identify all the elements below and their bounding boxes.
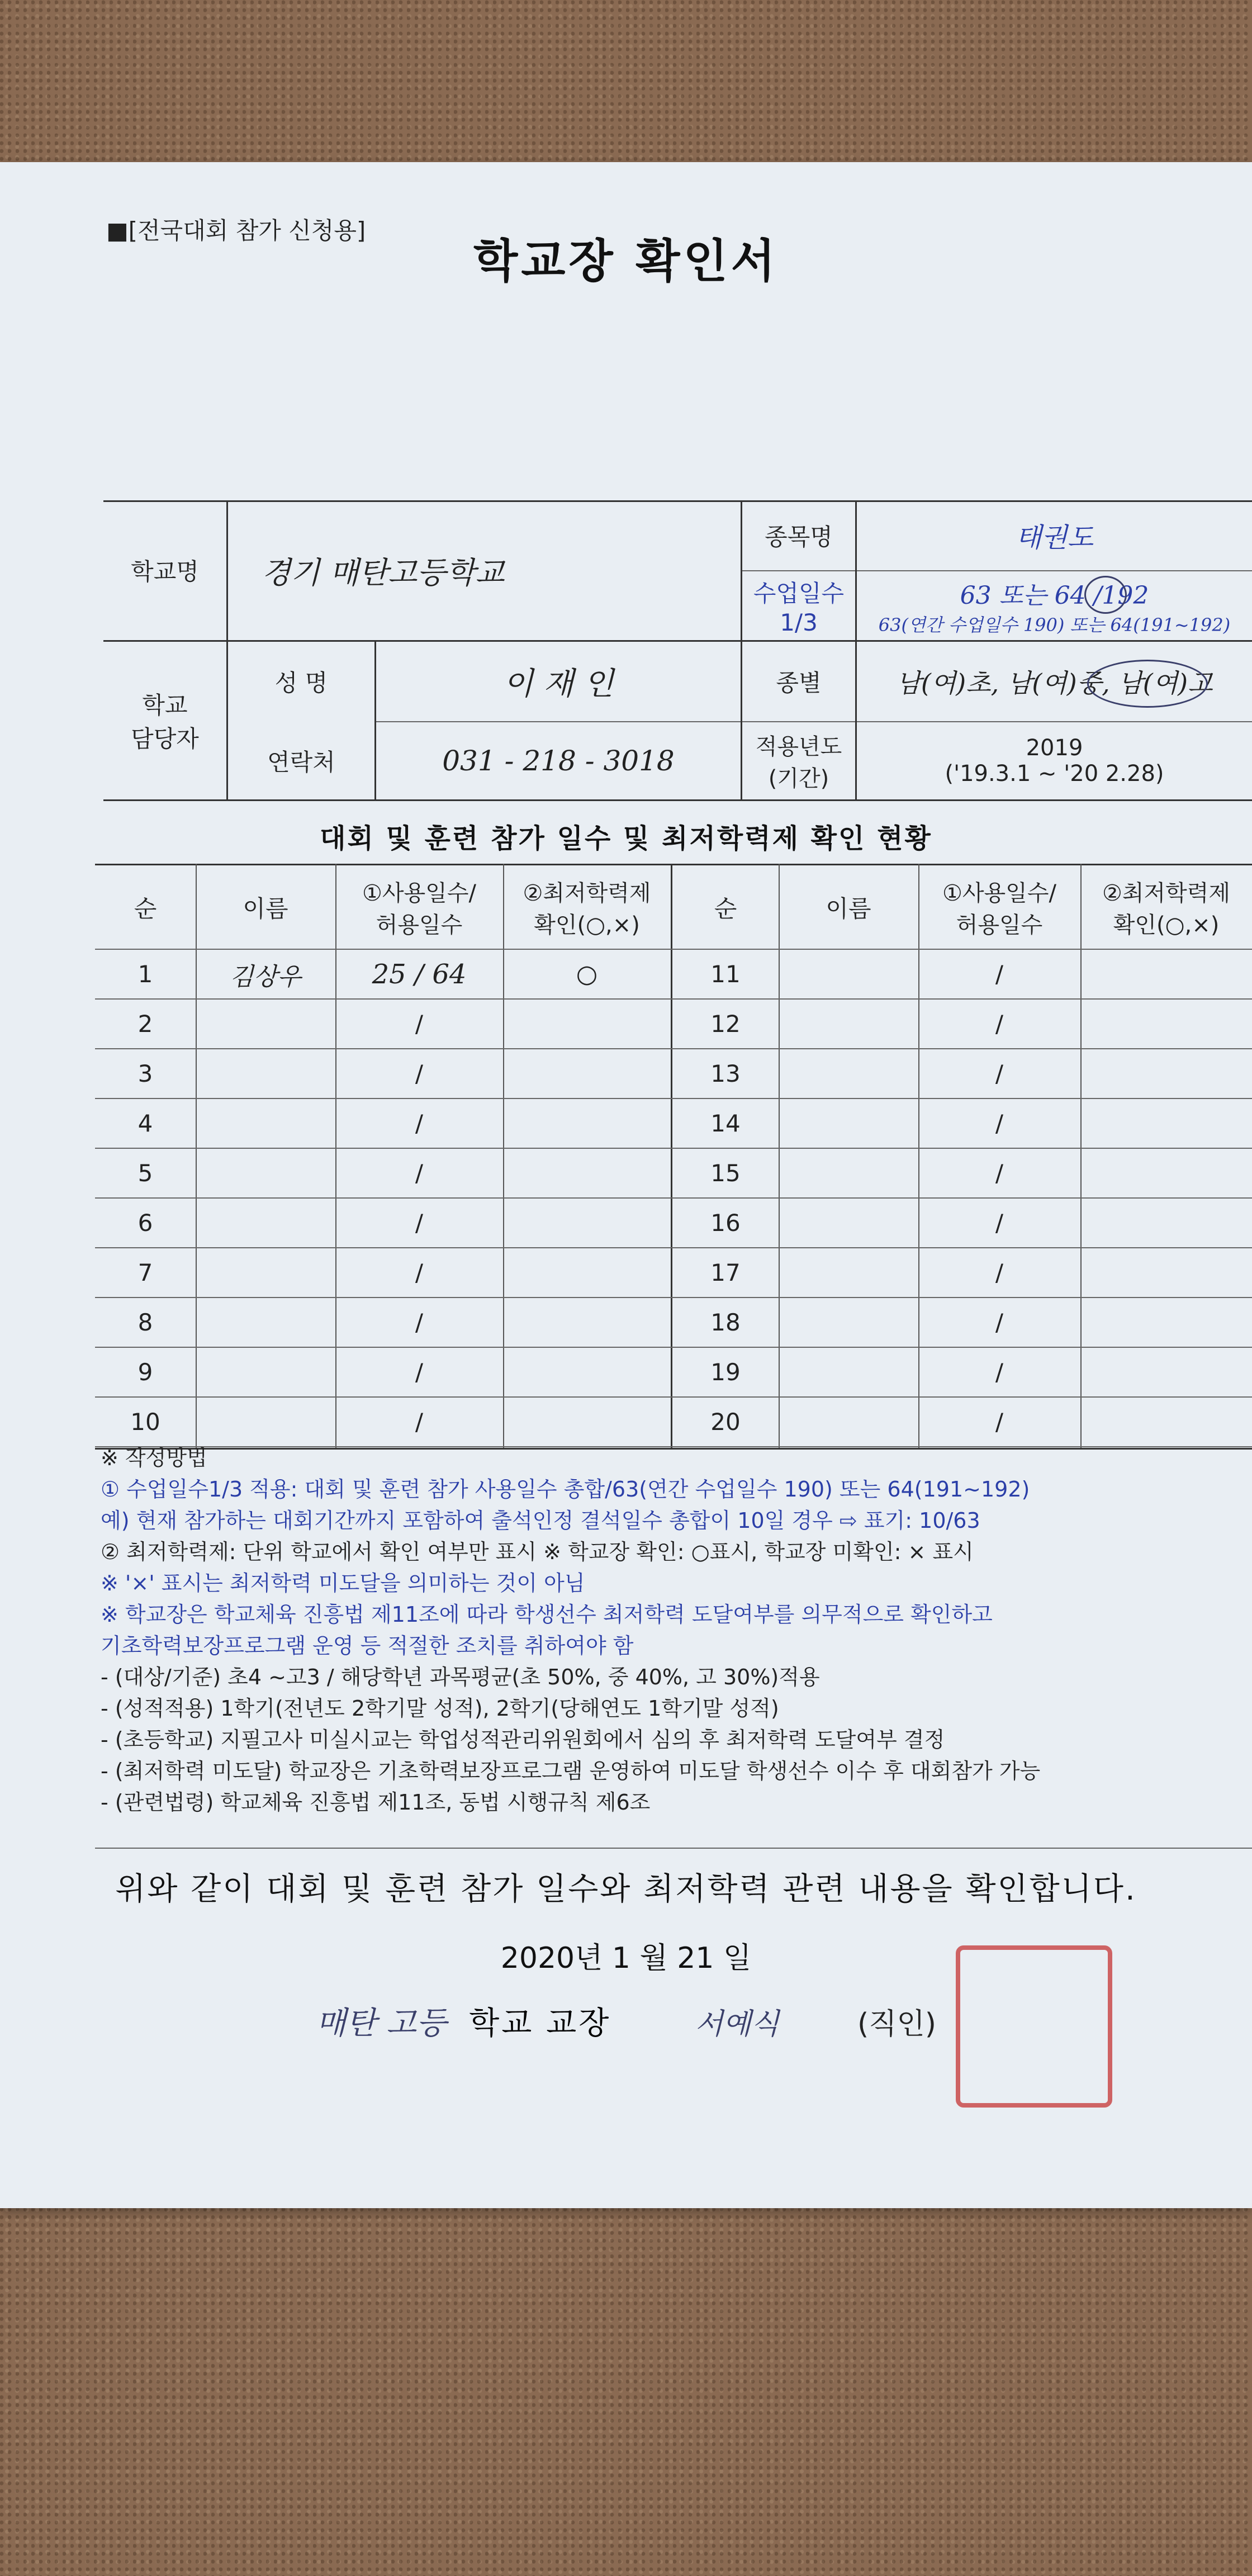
table-cell-name xyxy=(779,999,918,1049)
school-days-value-1: 63 또는 64 /192 xyxy=(960,581,1149,610)
document-type-label: ■[전국대회 참가 신청용] xyxy=(106,217,366,244)
notes-line-7: - (대상/기준) 초4 ~고3 / 해당학년 과목평균(초 50%, 중 40%, 고 30%)적용 xyxy=(101,1665,820,1689)
table-cell-check xyxy=(503,1347,671,1397)
table-cell-days: / xyxy=(415,1209,424,1237)
confirm-statement: 위와 같이 대회 및 훈련 참가 일수와 최저학력 관련 내용을 확인합니다. xyxy=(115,1871,1137,1907)
notes-line-6: 기초학력보장프로그램 운영 등 적절한 조치를 취하여야 함 xyxy=(101,1633,634,1658)
info-bottom-border xyxy=(103,799,1252,801)
notes-bottom-divider xyxy=(95,1848,1252,1849)
table-cell-check xyxy=(1080,949,1252,999)
table-cell-no: 12 xyxy=(710,1010,741,1038)
table-cell-days: / xyxy=(415,1010,424,1038)
school-handwritten: 매탄 고등 xyxy=(315,2005,447,2042)
header-min-right-1: ②최저학력제 xyxy=(1102,880,1231,906)
table-cell-days: / xyxy=(415,1259,424,1286)
circle-mark-64 xyxy=(1084,576,1127,614)
table-cell-days: / xyxy=(995,1259,1004,1286)
notes-line-1: ① 수업일수1/3 적용: 대회 및 훈련 참가 사용일수 총합/63(연간 수업일수 190) 또는 64(191~192) xyxy=(101,1477,1030,1502)
table-cell-no: 14 xyxy=(710,1110,741,1137)
table-cell-check xyxy=(503,1397,671,1447)
official-seal-stamp xyxy=(956,1945,1112,2108)
header-no-left: 순 xyxy=(134,895,157,922)
header-min-left xyxy=(503,865,671,949)
category-label: 종별 xyxy=(776,669,822,697)
notes-line-2: 예) 현재 참가하는 대회기간까지 포함하여 출석인정 결석일수 총합이 10일 경우 ⇨ 표기: 10/63 xyxy=(101,1508,980,1533)
year-value-1: 2019 xyxy=(1026,735,1083,761)
table-cell-days: / xyxy=(995,1159,1004,1187)
table-cell-name xyxy=(196,1397,335,1447)
table-cell-days: / xyxy=(995,1358,1004,1386)
notes-line-4: ※ '×' 표시는 최저학력 미도달을 의미하는 것이 아님 xyxy=(101,1571,585,1595)
school-name-label: 학교명 xyxy=(131,558,199,585)
circle-mark-category xyxy=(1087,660,1208,708)
contact-value: 031 - 218 - 3018 xyxy=(442,745,675,777)
table-cell-days: / xyxy=(995,960,1004,988)
table-cell-check xyxy=(503,1298,671,1347)
table-cell-name xyxy=(779,1148,918,1198)
table-cell-no: 2 xyxy=(137,1010,153,1038)
header-min-left-1: ②최저학력제 xyxy=(523,880,651,906)
table-cell-check xyxy=(1080,1347,1252,1397)
table-cell-days: / xyxy=(995,1209,1004,1237)
table-cell-name xyxy=(196,1049,335,1098)
table-cell-check xyxy=(1080,1098,1252,1148)
school-days-value xyxy=(857,571,1252,640)
principal-label: 학교 교장 xyxy=(469,2005,611,2042)
header-days-right xyxy=(918,865,1080,949)
school-days-label xyxy=(742,571,855,640)
table-cell-no: 1 xyxy=(137,960,153,988)
table-section-title: 대회 및 훈련 참가 일수 및 최저학력제 확인 현황 xyxy=(320,822,932,854)
table-cell-no: 17 xyxy=(710,1259,741,1286)
table-cell-name xyxy=(196,1298,335,1347)
table-cell-name xyxy=(196,1198,335,1248)
event-value: 태권도 xyxy=(1015,522,1094,553)
table-cell-no: 10 xyxy=(130,1408,160,1436)
notes-line-11: - (관련법령) 학교체육 진흥법 제11조, 동법 시행규칙 제6조 xyxy=(101,1790,651,1815)
year-value xyxy=(857,722,1252,799)
table-cell-no: 8 xyxy=(137,1309,153,1336)
table-cell-name xyxy=(779,1347,918,1397)
document-title: 학교장 확인서 xyxy=(473,234,779,288)
notes-line-9: - (초등학교) 지필고사 미실시교는 학업성적관리위원회에서 심의 후 최저학력 도달여부 결정 xyxy=(101,1727,945,1752)
notes-line-3: ② 최저학력제: 단위 학교에서 확인 여부만 표시 ※ 학교장 확인: ○표시, 학교장 미확인: × 표시 xyxy=(101,1540,974,1564)
table-cell-no: 11 xyxy=(710,960,741,988)
table-cell-name xyxy=(779,1198,918,1248)
manager-name-label: 성 명 xyxy=(274,669,328,697)
manager-label-1: 학교 xyxy=(142,692,188,719)
table-cell-no: 5 xyxy=(137,1159,153,1187)
table-cell-no: 15 xyxy=(710,1159,741,1187)
table-cell-no: 4 xyxy=(137,1110,153,1137)
header-no-right: 순 xyxy=(714,895,737,922)
year-label-1: 적용년도 xyxy=(755,734,842,760)
notes-heading: ※ 작성방법 xyxy=(101,1446,207,1470)
category-value: 남(여)초, 남(여)중, 남(여)고 xyxy=(896,668,1213,698)
table-cell-days: / xyxy=(415,1408,424,1436)
school-days-value-2: 63(연간 수업일수 190) 또는 64(191~192) xyxy=(878,614,1231,636)
table-cell-name xyxy=(196,999,335,1049)
table-cell-name xyxy=(779,949,918,999)
year-label xyxy=(742,722,855,799)
event-label: 종목명 xyxy=(765,523,833,551)
seal-label: (직인) xyxy=(857,2007,937,2041)
header-min-left-2: 확인(○,×) xyxy=(534,912,640,938)
table-cell-no: 20 xyxy=(710,1408,741,1436)
table-cell-check xyxy=(1080,1198,1252,1248)
year-label-2: (기간) xyxy=(768,766,829,792)
table-cell-check: ○ xyxy=(576,960,598,988)
table-cell-no: 18 xyxy=(710,1309,741,1336)
manager-name-value: 이 재 인 xyxy=(503,666,614,702)
header-min-right xyxy=(1080,865,1252,949)
year-value-2: ('19.3.1 ~ '20 2.28) xyxy=(945,761,1164,787)
table-cell-days: / xyxy=(415,1309,424,1336)
table-cell-check xyxy=(1080,1049,1252,1098)
table-cell-days: / xyxy=(415,1358,424,1386)
table-cell-name xyxy=(779,1298,918,1347)
table-cell-name xyxy=(779,1098,918,1148)
confirm-date: 2020년 1 월 21 일 xyxy=(500,1942,752,1975)
table-cell-no: 3 xyxy=(137,1060,153,1087)
table-cell-check xyxy=(1080,1248,1252,1298)
contact-label: 연락처 xyxy=(267,749,335,776)
table-cell-name xyxy=(779,1397,918,1447)
notes-line-10: - (최저학력 미도달) 학교장은 기초학력보장프로그램 운영하여 미도달 학생선수 이수 후 대회참가 가능 xyxy=(101,1759,1041,1783)
table-cell-check xyxy=(503,1098,671,1148)
table-cell-check xyxy=(1080,1397,1252,1447)
table-cell-check xyxy=(1080,1148,1252,1198)
table-cell-no: 13 xyxy=(710,1060,741,1087)
table-cell-days: / xyxy=(995,1010,1004,1038)
manager-label xyxy=(103,642,226,799)
header-days-left xyxy=(335,865,503,949)
header-name-left: 이름 xyxy=(243,895,288,922)
table-cell-no: 7 xyxy=(137,1259,153,1286)
table-cell-check xyxy=(503,1049,671,1098)
table-cell-check xyxy=(503,999,671,1049)
table-cell-no: 19 xyxy=(710,1358,741,1386)
table-cell-check xyxy=(503,1198,671,1248)
header-days-left-1: ①사용일수/ xyxy=(362,880,476,906)
table-cell-check xyxy=(503,1148,671,1198)
school-days-label-1: 수업일수 xyxy=(753,580,845,607)
table-cell-days: / xyxy=(995,1110,1004,1137)
manager-label-2: 담당자 xyxy=(131,725,199,752)
header-name-right: 이름 xyxy=(826,895,871,922)
table-cell-check xyxy=(503,1248,671,1298)
table-cell-check xyxy=(1080,1298,1252,1347)
table-cell-name xyxy=(779,1049,918,1098)
header-days-left-2: 허용일수 xyxy=(376,912,463,938)
table-cell-days: / xyxy=(995,1060,1004,1087)
school-days-label-2: 1/3 xyxy=(780,609,818,636)
header-min-right-2: 확인(○,×) xyxy=(1113,912,1220,938)
principal-signature: 서예식 xyxy=(695,2007,780,2041)
table-cell-days: 25 / 64 xyxy=(372,958,467,990)
notes-line-5: ※ 학교장은 학교체육 진흥법 제11조에 따라 학생선수 최저학력 도달여부를 의무적으로 확인하고 xyxy=(101,1602,993,1627)
table-cell-no: 16 xyxy=(710,1209,741,1237)
table-cell-days: / xyxy=(415,1060,424,1087)
table-cell-name: 김상우 xyxy=(230,962,301,991)
header-days-right-2: 허용일수 xyxy=(956,912,1043,938)
table-cell-name xyxy=(779,1248,918,1298)
table-cell-name xyxy=(196,1347,335,1397)
header-days-right-1: ①사용일수/ xyxy=(942,880,1056,906)
school-name-value: 경기 매탄고등학교 xyxy=(262,555,505,590)
notes-line-8: - (성적적용) 1학기(전년도 2학기말 성적), 2학기(당해연도 1학기말 성적) xyxy=(101,1696,779,1721)
table-cell-no: 6 xyxy=(137,1209,153,1237)
table-cell-name xyxy=(196,1248,335,1298)
table-cell-name xyxy=(196,1098,335,1148)
table-cell-check xyxy=(1080,999,1252,1049)
table-cell-no: 9 xyxy=(137,1358,153,1386)
table-cell-days: / xyxy=(995,1408,1004,1436)
table-cell-name xyxy=(196,1148,335,1198)
table-cell-days: / xyxy=(415,1110,424,1137)
writing-instructions xyxy=(101,1442,1230,1818)
table-cell-days: / xyxy=(415,1159,424,1187)
table-cell-days: / xyxy=(995,1309,1004,1336)
